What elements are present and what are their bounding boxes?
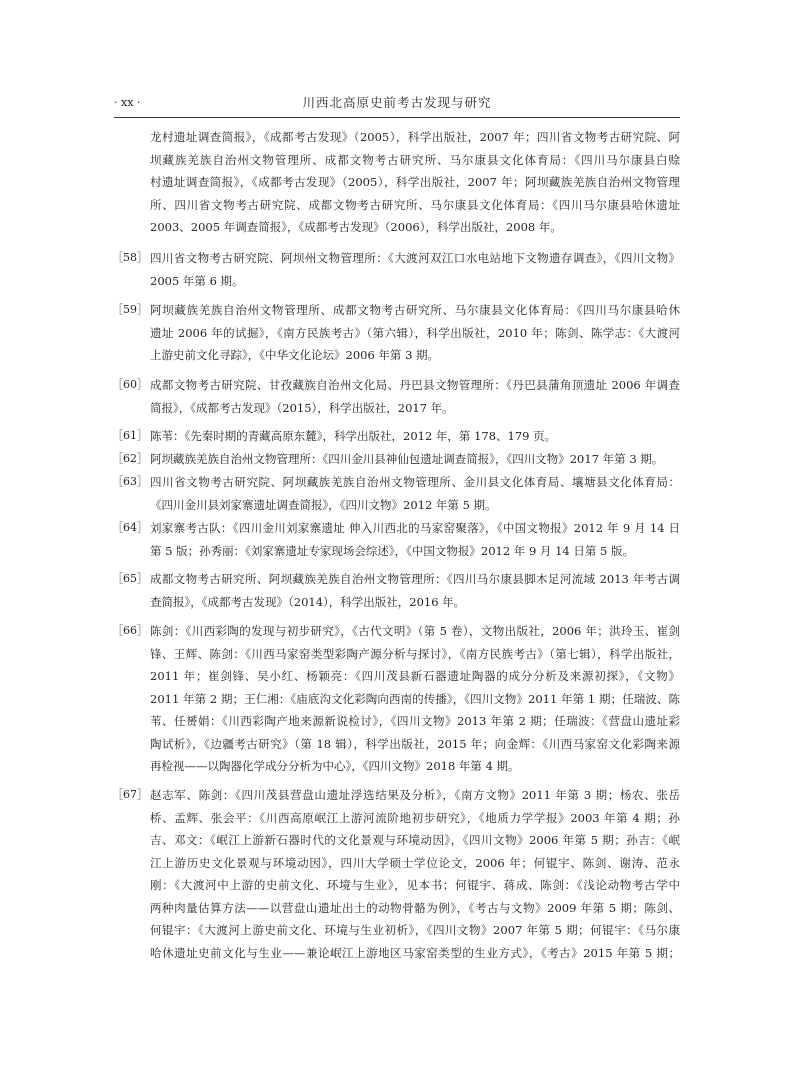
reference-number: ［64］ — [112, 521, 148, 534]
reference-text — [150, 247, 680, 292]
reference-line: 2011 年；崔剑锋、吴小红、杨颖亮：《四川茂县新石器遗址陶器的成分分析及来源初探》，《文物》 — [150, 669, 680, 683]
reference-line: 第 5 版；孙秀丽：《刘家寨遗址专家现场会综述》，《中国文物报》2012 年 9 月 14 日第 5 版。 — [150, 543, 634, 558]
reference-line: 陈苇：《先秦时期的青藏高原东麓》，科学出版社，2012 年，第 178、179 页。 — [150, 429, 557, 443]
reference-line: 四川省文物考古研究院、阿坝州文物管理所：《大渡河双江口水电站地下文物遗存调查》，《四川文物》 — [150, 251, 680, 265]
reference-line: 上游史前文化寻踪》，《中华文化论坛》2006 年第 3 期。 — [150, 348, 440, 362]
reference-line: 何锟宇：《大渡河上游史前文化、环境与生业初析》，《四川文物》2007 年第 5 期；何锟宇：《马尔康 — [150, 923, 680, 937]
reference-text — [150, 126, 680, 239]
reference-line: 《四川金川县刘家寨遗址调查简报》，《四川文物》2012 年第 5 期。 — [150, 497, 497, 512]
reference-line: 遗址 2006 年的试掘》，《南方民族考古》（第六辑），科学出版社，2010 年；陈剑、陈学志：《大渡河 — [150, 325, 680, 340]
reference-text — [150, 374, 680, 419]
reference-line: 再检视——以陶器化学成分分析为中心》，《四川文物》2018 年第 4 期。 — [150, 759, 520, 773]
reference-line: 成都文物考古研究所、阿坝藏族羌族自治州文物管理所：《四川马尔康县脚木足河流域 2013 年考古调 — [150, 572, 680, 586]
reference-text — [150, 568, 680, 613]
reference-line: 坝藏族羌族自治州文物管理所、成都文物考古研究所、马尔康县文化体育局：《四川马尔康县白赊 — [150, 152, 680, 167]
reference-text — [150, 784, 680, 964]
reference-line: 简报》，《成都考古发现》（2015），科学出版社，2017 年。 — [150, 400, 454, 415]
reference-line: 2005 年第 6 期。 — [150, 273, 244, 288]
reference-line: 陶试析》，《边疆考古研究》（第 18 辑），科学出版社，2015 年；向金辉：《川西马家窑文化彩陶来源 — [150, 736, 680, 751]
reference-number: ［63］ — [112, 475, 148, 488]
reference-line: 哈休遗址史前文化与生业——兼论岷江上游地区马家窑类型的生业方式》，《考古》2015 年第 5 期； — [150, 945, 680, 960]
reference-line: 所、四川省文物考古研究院、成都文物考古研究所、马尔康县文化体育局：《四川马尔康县哈休遗址 — [150, 197, 680, 212]
reference-line: 四川省文物考古研究院、阿坝藏族羌族自治州文物管理所、金川县文化体育局、壤塘县文化体育局： — [150, 475, 680, 489]
reference-line: 2003、2005 年调查简报》，《成都考古发现》（2006），科学出版社，2008 年。 — [150, 220, 562, 234]
reference-line: 桥、孟辉、张会平：《川西高原岷江上游河流阶地初步研究》，《地质力学学报》2003 年第 4 期；孙 — [150, 810, 680, 825]
reference-text — [150, 448, 680, 471]
reference-text — [150, 471, 680, 516]
reference-number: ［61］ — [112, 429, 148, 442]
reference-line: 锋、王辉、陈剑：《川西马家窑类型彩陶产源分析与探讨》，《南方民族考古》（第七辑），科学出版社， — [150, 646, 680, 661]
reference-text — [150, 517, 680, 562]
reference-line: 2011 年第 2 期；王仁湘：《庙底沟文化彩陶向西南的传播》，《四川文物》2011 年第 1 期；任瑞波、陈 — [150, 691, 680, 706]
reference-number: ［65］ — [112, 572, 148, 585]
reference-number: ［66］ — [112, 624, 148, 637]
reference-number: ［58］ — [112, 251, 148, 264]
reference-line: 村遗址调查简报》，《成都考古发现》（2005），科学出版社，2007 年；阿坝藏族羌族自治州文物管理 — [150, 175, 680, 189]
reference-number: ［62］ — [112, 452, 148, 465]
reference-text — [150, 299, 680, 367]
reference-line: 刚：《大渡河中上游的史前文化、环境与生业》，见本书；何锟宇、蒋成、陈剑：《浅论动物考古学中 — [150, 878, 680, 892]
reference-line: 两种肉量估算方法——以营盘山遗址出土的动物骨骼为例》，《考古与文物》2009 年第 5 期；陈剑、 — [150, 900, 680, 915]
header-divider — [114, 117, 680, 118]
reference-line: 查简报》，《成都考古发现》（2014），科学出版社，2016 年。 — [150, 594, 466, 609]
reference-line: 阿坝藏族羌族自治州文物管理所：《四川金川县神仙包遗址调查简报》，《四川文物》2017 年第 3 期。 — [150, 452, 664, 466]
reference-text — [150, 425, 680, 448]
running-header-title: 川西北高原史前考古发现与研究 — [302, 95, 492, 110]
reference-line: 吉、邓文：《岷江上游新石器时代的文化景观与环境动因》，《四川文物》2006 年第 5 期；孙吉：《岷 — [150, 833, 680, 847]
reference-line: 阿坝藏族羌族自治州文物管理所、成都文物考古研究所、马尔康县文化体育局：《四川马尔康县哈休 — [150, 303, 680, 317]
page-folio: · xx · — [114, 96, 141, 109]
reference-line: 刘家寨考古队：《四川金川刘家寨遗址 伸入川西北的马家窑聚落》，《中国文物报》2012 年 9 月 14 日 — [150, 521, 680, 535]
reference-number: ［67］ — [112, 788, 148, 801]
reference-line: 成都文物考古研究院、甘孜藏族自治州文化局、丹巴县文物管理所：《丹巴县蒲角顶遗址 2006 年调查 — [150, 378, 680, 392]
reference-line: 陈剑：《川西彩陶的发现与初步研究》，《古代文明》（第 5 卷），文物出版社，2006 年；洪玲玉、崔剑 — [150, 624, 680, 638]
reference-line: 赵志军、陈剑：《四川茂县营盘山遗址浮选结果及分析》，《南方文物》2011 年第 3 期；杨农、张岳 — [150, 788, 680, 802]
reference-line: 江上游历史文化景观与环境动因》，四川大学硕士学位论文，2006 年；何锟宇、陈剑、谢涛、范永 — [150, 855, 680, 870]
reference-line: 苇、任赟娟：《川西彩陶产地来源新说检讨》，《四川文物》2013 年第 2 期；任瑞波：《营盘山遗址彩 — [150, 714, 680, 728]
reference-number: ［60］ — [112, 378, 148, 391]
reference-line: 龙村遗址调查简报》，《成都考古发现》（2005），科学出版社，2007 年；四川省文物考古研究院、阿 — [150, 130, 680, 144]
reference-number: ［59］ — [112, 303, 148, 316]
reference-text — [150, 620, 680, 778]
